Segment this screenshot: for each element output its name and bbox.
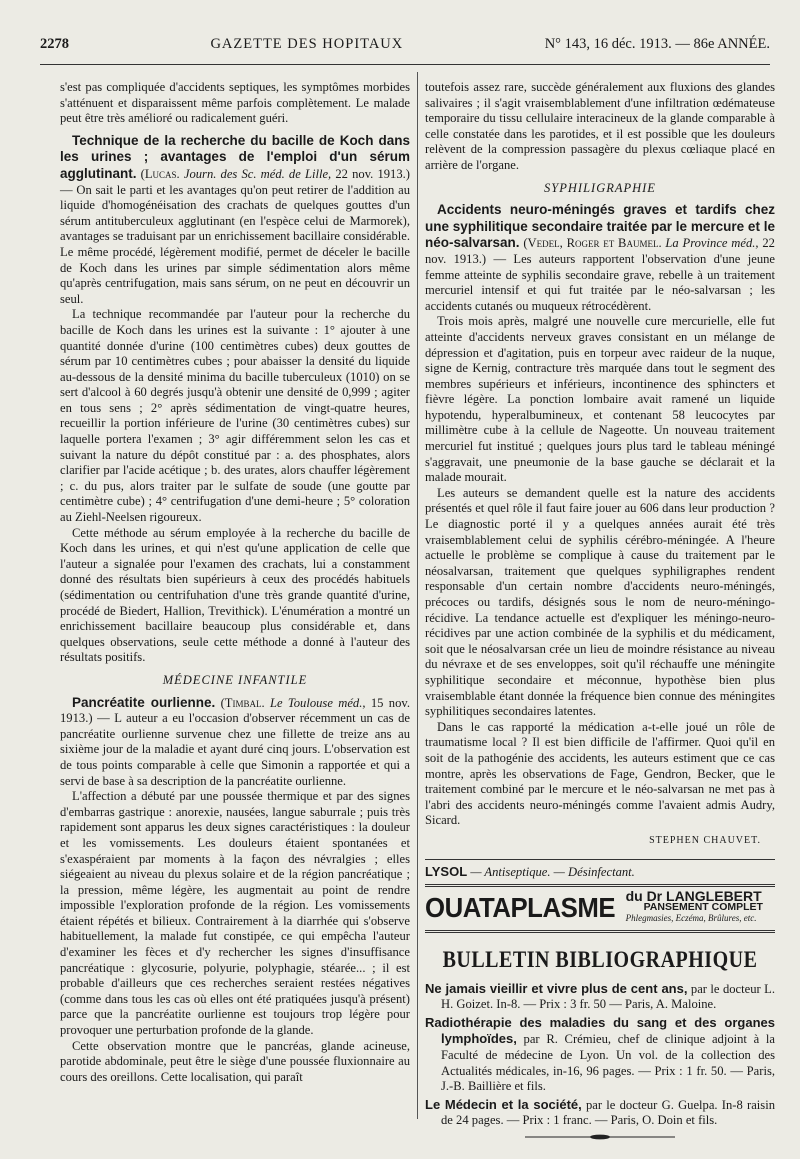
article-date: 22 nov. 1913.)	[335, 166, 410, 181]
bulletin-title: BULLETIN BIBLIOGRAPHIQUE	[442, 947, 758, 973]
column-divider	[417, 72, 418, 1119]
paragraph: Trois mois après, malgré une nouvelle cure mercurielle, elle fut atteinte d'accidents nerveux graves consistant en un mélange de dépression et d'agitation, puis en torpeur avec raideur de la nuque, signe de Kernig, contracture très marquée dans tout le segment des membres supérieurs et inférieurs, incontinence des sphincters et fièvre légère. La ponction lombaire avait ramené un liquide hypotendu, hyperalbumineux, et contenant 58 leucocytes par millimètre cube à la cellule de Nageotte. Un nouveau traitement mercuriel fut institué ; quelques jours plus tard le tableau méningé s'aggravait, une pneumonie de la base gauche se déclarait et la malade mourait.	[425, 314, 775, 485]
page-header	[40, 36, 770, 65]
paragraph: s'est pas compliquée d'accidents septiques, les symptômes morbides s'atténuent et disparaissent même parfois complètement. Le malade peut être très amélioré ou radicalement guéri.	[60, 80, 410, 126]
left-column	[60, 80, 410, 1085]
article-text: — On sait le parti et les avantages qu'on peut retirer de l'addition au liquide d'homogénéisation des crachats de quelques gouttes d'un sérum antituberculeux agglutinant (en l'espèce celui de Marmorek), avantages se traduisant par un enrichissement bacillaire considérable. Le même procédé, légèrement modifié, permet de déceler le bacille de Koch dans les urines par simple sédimentation alors même qu'après centrifugation, mais sans sérum, on ne peut en découvrir un seul.	[60, 182, 410, 306]
section-heading: MÉDECINE INFANTILE	[162, 672, 308, 687]
article-author: (Lucas.	[140, 166, 180, 181]
ad-brand: LYSOL	[425, 863, 468, 879]
bib-title: Ne jamais vieillir et vivre plus de cent ans,	[425, 980, 688, 996]
article-author: (Vedel, Roger et Baumel.	[523, 236, 662, 251]
ad-text: — Antiseptique. — Désinfectant.	[470, 864, 635, 879]
article-title: Technique de la recherche du bacille de Koch dans les urines ; avantages de l'emploi d'un sérum agglutinant.	[60, 132, 410, 181]
article-koch	[60, 133, 410, 308]
paragraph: La technique recommandée par l'auteur pour la recherche du bacille de Koch dans les urines est la suivante : 1° ajouter à une quantité donnée d'urine (100 centimètres cubes) deux gouttes de sérum par 10 centimètres cubes ; pour abaisser la densité du liquide au-dessous de la densité minima du bacille tuberculeux (1010) on se sert d'alcool à 60 degrés jusqu'à obtenir une densité de 0,999 ; agiter en tous sens ; 2° après sédimentation de vingt-quatre heures, recueillir la portion inférieure de l'urine (30 centimètres cubes) sur laquelle portera l'examen ; 3° agir différemment selon les cas et suivant la nature du dépôt constitué par : a. des phosphates, alors clarifier par l'acide acétique ; b. des urates, alors chauffer légèrement ; c. du pus, alors traiter par le sulfate de soude (une goutte par centimètre cube) ; 4° centrifugation d'une demi-heure ; 5° coloration au Ziehl-Neelsen rigoureux.	[60, 307, 410, 525]
author-signature: STEPHEN CHAUVET.	[649, 834, 761, 846]
article-journal: Journ. des Sc. méd. de Lille,	[183, 166, 332, 181]
paragraph: Dans le cas rapporté la médication a-t-elle joué un rôle de traumatisme local ? Il est bien difficile de l'affirmer. Quoi qu'il en soit de la pathogénie des accidents, les auteurs estiment que ce cas montre, après les observations de Fage, Gendron, Becker, que le traitement combiné par le mercure et le néo-salvarsan ne met pas à l'abri des accidents neuro-méningés comme l'avaient admis Audry, Sicard.	[425, 719, 775, 828]
article-pancreatite	[60, 695, 410, 790]
article-title: Pancréatite ourlienne.	[72, 694, 216, 710]
journal-title: GAZETTE DES HOPITAUX	[210, 36, 404, 52]
ornament-divider	[425, 1131, 775, 1147]
bib-details: par le docteur G. Guelpa. In-8 raisin de 24 pages. — Prix : 1 franc. — Paris, O. Doin et fils.	[441, 1097, 775, 1128]
article-journal: Le Toulouse méd.,	[269, 695, 366, 710]
advertisement-lysol	[425, 859, 775, 888]
article-date: 15 nov. 1913.)	[60, 695, 411, 726]
ad-line: PANSEMENT COMPLET	[643, 901, 763, 914]
paragraph: toutefois assez rare, succède généralement aux fluxions des glandes salivaires ; il s'agit vraisemblablement d'une infiltration œdémateuse temporaire du tissu cellulaire interacineux de la glande comparable à celle constatée dans les parotides, et il est possible que les douleurs relèvent de la compression passagère du plexus cœliaque placé en arrière de l'organe.	[425, 80, 775, 172]
paragraph: Les auteurs se demandent quelle est la nature des accidents présentés et quel rôle il faut faire jouer au 606 dans leur production ? Le diagnostic porté il y a quelques années aurait été très vraisemblablement celui de syphilis cérébro-méningée. A l'heure actuelle le problème se complique à cause du traitement par le néosalvarsan, traitement que quelques syphiligraphes rendent responsable d'un certain nombre d'accidents neuro-méningés, précoces ou tardifs, désignés sous le nom de neuro-méningo-récidive. La tendance actuelle est d'expliquer les méningo-neuro-récidives par une action combinée de la syphilis et du médicament, soit que le néosalvarsan crée un lieu de moindre résistance au niveau du névraxe et de ses enveloppes, soit qu'il réchauffe une méningite syphilitique secondaire et méconnue, hypothèse bien plus vraisemblable étant donnée la fréquence bien connue des méningites syphilitiques secondaires latentes.	[425, 485, 775, 719]
article-text: — L auteur a eu l'occasion d'observer récemment un cas de pancréatite ourlienne survenue chez une fillette de treize ans au sixième jour de la maladie et ayant duré cinq jours. L'observation est de tous points comparable à celle que Simonin a rapportée et qui a servi de base à sa description de la pancréatite ourlienne.	[60, 711, 410, 788]
paragraph: L'affection a débuté par une poussée thermique et par des signes d'embarras gastrique : anorexie, nausées, langue saburrale ; puis très rapidement sont apparus les deux signes caractéristiques : la douleur et les vomissements. Les douleurs étaient spontanées et s'exaspéraient par moments à la façon des névralgies ; elles siégeaient au niveau du plexus solaire et de la région pancréatique ; la pression, même légère, les augmentait au point de rendre impossible l'exploration profonde de la région. Les vomissements étaient répétés et bilieux. Contrairement à la diarrhée qui s'observe habituellement, la malade fut constipée, ce qui empêcha l'auteur d'examiner les fèces et d'y rechercher les signes d'insuffisance pancréatique : glycosurie, polyurie, polyphagie, stéarée... ; il est probable d'ailleurs que ces recherches seraient restées négatives (comme dans tous les cas où elles ont été pratiquées jusqu'à présent) parce que la pancréatite ourlienne est toujours trop légère pour provoquer une perturbation profonde de la glande.	[60, 789, 410, 1038]
ad-brand: OUATAPLASME	[425, 891, 616, 923]
bib-details: par R. Crémieu, chef de clinique adjoint à la Faculté de médecine de Lyon. Un vol. de la collection des Actualités médicales, in-16, 96 pages. — Prix : 1 fr. 50. — Paris, J.-B. Baillière et fils.	[441, 1032, 775, 1094]
bib-details: par le docteur L. H. Goizet. In-8. — Prix : 3 fr. 50 — Paris, A. Maloine.	[441, 981, 776, 1012]
article-journal: La Province méd.,	[665, 236, 759, 251]
right-column	[425, 80, 775, 1147]
ad-line: Phlegmasies, Eczéma, Brûlures, etc.	[625, 913, 757, 924]
article-author: (Timbal.	[220, 695, 265, 710]
ornament-rule-icon	[525, 1133, 675, 1141]
section-heading: SYPHILIGRAPHIE	[544, 180, 656, 195]
bib-title: Le Médecin et la société,	[425, 1096, 582, 1112]
bib-entry	[425, 981, 775, 1013]
ad-details	[625, 888, 763, 924]
bib-title: Radiothérapie des maladies du sang et des organes lymphoïdes,	[425, 1014, 775, 1047]
article-date: 22 nov. 1913.)	[425, 236, 775, 266]
bib-entry	[425, 1015, 775, 1095]
ad-maker: du Dr LANGLEBERT	[625, 888, 762, 905]
article-text: — Les auteurs rapportent l'observation d'une jeune femme atteinte de syphilis secondaire grave, rebelle à un traitement mercuriel intensif et qui fut traitée par le néo-salvarsan ; les accidents cutanés ou muqueux rétrocédèrent.	[425, 251, 775, 313]
article-title: Accidents neuro-méningés graves et tardifs chez une syphilitique secondaire traitée par le mercure et le néo-salvarsan.	[425, 202, 775, 251]
issue-info: N° 143, 16 déc. 1913. — 86e ANNÉE.	[544, 36, 770, 52]
page-number: 2278	[40, 36, 69, 52]
advertisement-ouataplasme	[425, 887, 775, 933]
bib-entry	[425, 1097, 775, 1129]
article-syphilis	[425, 202, 775, 314]
paragraph: Cette méthode au sérum employée à la recherche du bacille de Koch dans les urines, et qui n'est qu'une application de celle que l'auteur a signalée pour l'examen des crachats, lui a constamment donné des résultats bien supérieurs à ceux des procédés habituels (sédimentation ou centrifuhation d'une très grande quantité d'urine, procédé de Biedert, Hallion, Trevithick). L'énumération a montré un enrichissement bacillaire beaucoup plus considérable et, dans quelques observations, seule cette méthode a donné à l'auteur des résultats positifs.	[60, 525, 410, 665]
paragraph: Cette observation montre que le pancréas, glande acineuse, parotide abdominale, peut être le siège d'une poussée fluxionnaire au cours des oreillons. Cette localisation, qui paraît	[60, 1038, 410, 1084]
